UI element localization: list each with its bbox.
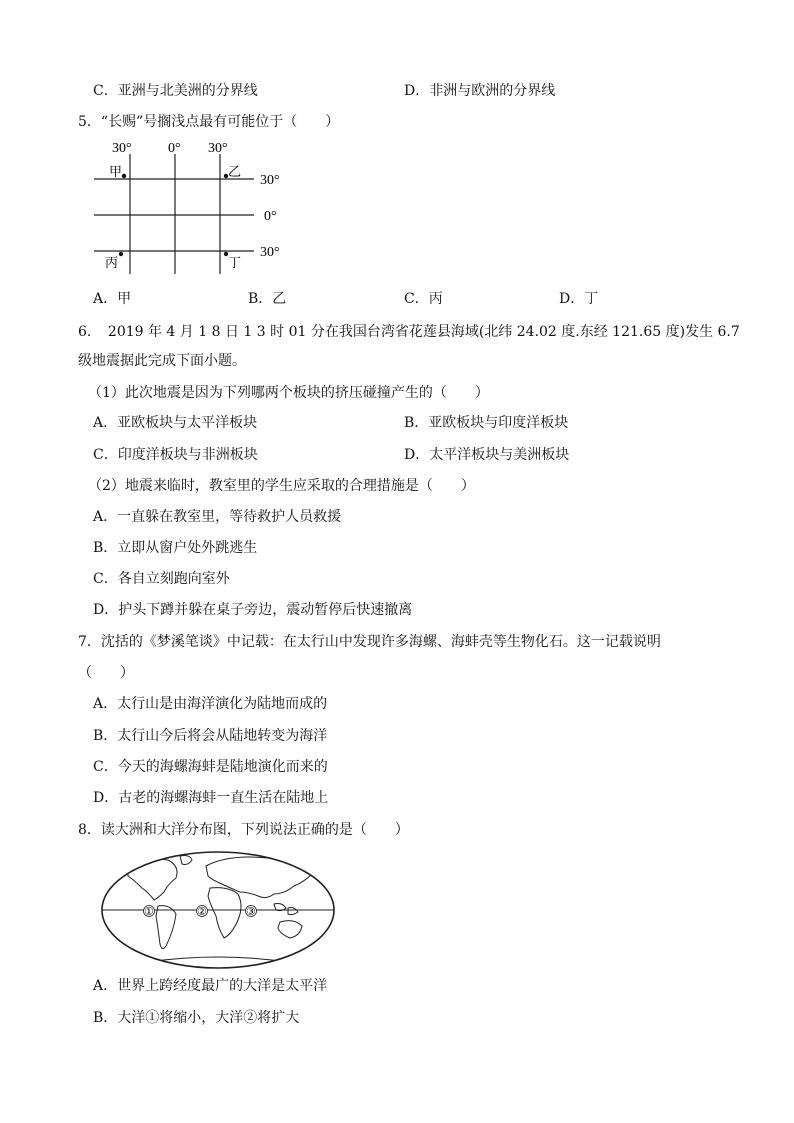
q7-stem-line1: 7．沈括的《梦溪笔谈》中记载：在太行山中发现许多海螺、海蚌壳等生物化石。这一记载说明 (78, 634, 661, 650)
q6-stem-line1: 6． 2019 年 4 月 1 8 日 1 3 时 01 分在我国台湾省花莲县海域(北纬 24.02 度.东经 121.65 度)发生 6.7 (78, 324, 740, 340)
ocean2-label: ② (197, 906, 207, 918)
q6-stem-line2: 级地震据此完成下面小题。 (78, 353, 246, 369)
lat-lon-grid-figure (88, 136, 298, 278)
q6-sub2-option-a: A．一直躲在教室里，等待救护人员救援 (93, 509, 342, 525)
q7-stem-line2: （ ） (78, 665, 134, 681)
q5-stem: 5．“长赐”号搁浅点最有可能位于（ ） (78, 114, 340, 130)
q6-sub1-option-d: D．太平洋板块与美洲板块 (404, 447, 570, 463)
q4-option-d: D．非洲与欧洲的分界线 (404, 83, 556, 99)
q6-sub1-stem: （1）此次地震是因为下列哪两个板块的挤压碰撞产生的（ ） (88, 385, 489, 401)
point-ding-label: 丁 (228, 255, 242, 270)
q7-option-c: C．今天的海螺海蚌是陆地演化而来的 (93, 759, 328, 775)
q6-sub2-option-d: D．护头下蹲并躲在桌子旁边，震动暂停后快速撤离 (93, 602, 413, 618)
q5-option-c: C．丙 (404, 291, 443, 307)
q8-stem: 8．读大洲和大洋分布图，下列说法正确的是（ ） (78, 822, 409, 838)
q6-sub1-option-a: A．亚欧板块与太平洋板块 (93, 415, 258, 431)
lon-label-right: 30° (208, 141, 228, 156)
q5-option-d: D．丁 (559, 291, 599, 307)
q6-sub2-option-c: C．各自立刻跑向室外 (93, 571, 230, 587)
q8-option-b: B．大洋①将缩小，大洋②将扩大 (93, 1010, 300, 1026)
ocean1-label: ① (144, 906, 154, 918)
q7-option-a: A．太行山是由海洋演化为陆地而成的 (93, 696, 328, 712)
q6-sub2-option-b: B．立即从窗户处外跳逃生 (93, 540, 258, 556)
q6-sub1-option-c: C．印度洋板块与非洲板块 (93, 447, 258, 463)
q7-option-b: B．太行山今后将会从陆地转变为海洋 (93, 728, 328, 744)
point-bing-label: 丙 (105, 255, 119, 270)
world-map-figure (98, 848, 338, 972)
q5-option-b: B．乙 (248, 291, 287, 307)
ocean3-label: ③ (246, 906, 256, 918)
point-jia-label: 甲 (109, 164, 123, 179)
q7-option-d: D．古老的海螺海蚌一直生活在陆地上 (93, 790, 329, 806)
lon-label-left: 30° (112, 141, 132, 156)
q6-sub1-option-b: B．亚欧板块与印度洋板块 (404, 415, 569, 431)
point-bing-dot (119, 252, 123, 256)
q8-option-a: A．世界上跨经度最广的大洋是太平洋 (93, 978, 328, 994)
q5-option-a: A．甲 (93, 291, 132, 307)
lat-label-bottom: 30° (260, 245, 280, 260)
lat-label-mid: 0° (264, 209, 277, 224)
q4-option-c: C．亚洲与北美洲的分界线 (93, 83, 258, 99)
point-jia-dot (122, 174, 126, 178)
q6-sub2-stem: （2）地震来临时，教室里的学生应采取的合理措施是（ ） (88, 478, 475, 494)
lat-label-top: 30° (260, 173, 280, 188)
lon-label-mid: 0° (168, 141, 181, 156)
point-yi-label: 乙 (228, 164, 242, 179)
